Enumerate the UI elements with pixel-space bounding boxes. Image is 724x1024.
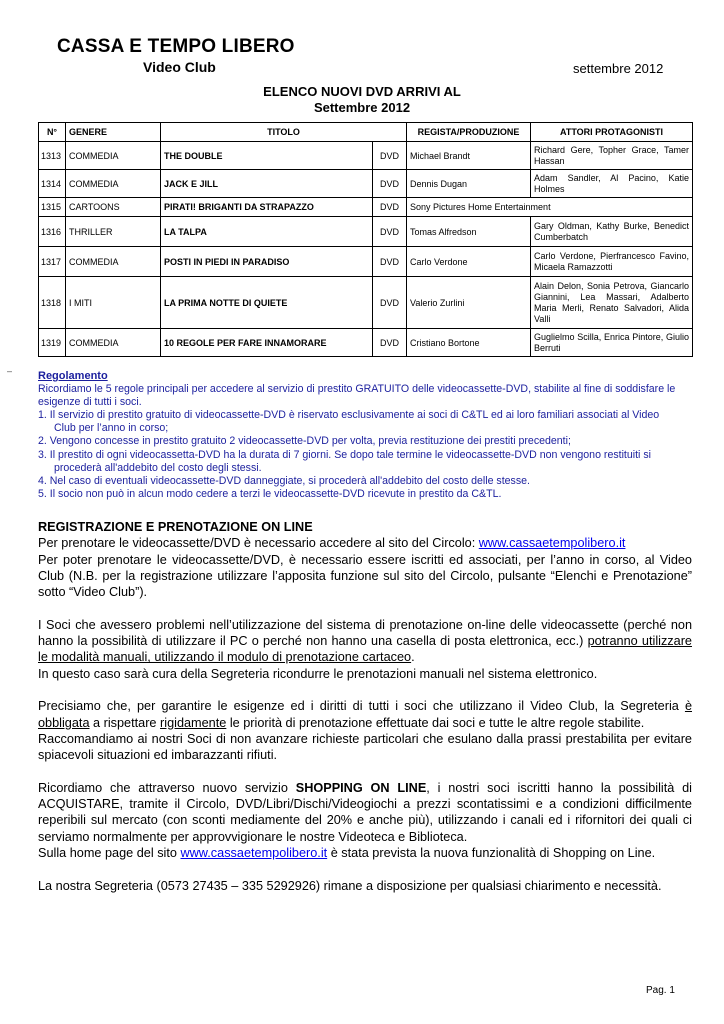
cell-number: 1315 (39, 198, 66, 217)
rule-1-continued: Club per l’anno in corso; (54, 422, 169, 435)
cell-genre: COMMEDIA (66, 170, 161, 198)
paragraph-text: Precisiamo che, per garantire le esigenze ed i diritti di tutti i soci che utilizzano il Video Club, la Segreteria (38, 699, 685, 714)
list-title (0, 84, 724, 116)
paragraph-text: Per prenotare le videocassette/DVD è necessario accedere al sito del Circolo: (38, 536, 479, 551)
cell-genre: CARTOONS (66, 198, 161, 217)
dvd-table (38, 122, 693, 357)
paragraph-text: è stata prevista la nuova funzionalità di Shopping on Line. (327, 845, 656, 860)
cell-format: DVD (373, 217, 407, 247)
paragraph-text: I Soci che avessero problemi nell’utilizzazione del sistema di prenotazione on-line delle videocassette (perché non hanno la possibilità di utilizzare il PC o perché non hanno una casella di posta elettronica, ecc.) (38, 617, 692, 649)
cell-genre: COMMEDIA (66, 247, 161, 277)
cell-director: Carlo Verdone (407, 247, 531, 277)
cell-director: Cristiano Bortone (407, 329, 531, 357)
cell-actors: Guglielmo Scilla, Enrica Pintore, Giulio Berruti (531, 329, 693, 357)
shopping-label: SHOPPING ON LINE (295, 780, 427, 795)
rule-4: 4. Nel caso di eventuali videocassette-DVD danneggiate, si procederà all'addebito del costo delle stesse. (38, 474, 530, 487)
cell-genre: THRILLER (66, 217, 161, 247)
registration-paragraph-4 (38, 698, 692, 731)
cell-actors: Alain Delon, Sonia Petrova, Giancarlo Giannini, Lea Massari, Adalberto Maria Merli, Renato Salvadori, Alida Valli (531, 277, 693, 329)
rule-3: 3. Il prestito di ogni videocassetta-DVD ha la durata di 7 giorni. Se dopo tale termine le videocassette-DVD non vengono restituiti si (38, 448, 652, 461)
list-title-line-1: ELENCO NUOVI DVD ARRIVI AL (263, 84, 461, 99)
column-header-actors: ATTORI PROTAGONISTI (531, 123, 693, 142)
table-row (39, 247, 693, 277)
list-title-line-2: Settembre 2012 (313, 100, 411, 115)
cell-director: Dennis Dugan (407, 170, 531, 198)
registration-paragraph-1 (38, 535, 692, 551)
column-header-director: REGISTA/PRODUZIONE (407, 123, 531, 142)
cell-actors: Carlo Verdone, Pierfrancesco Favino, Micaela Ramazzotti (531, 247, 693, 277)
registration-section (38, 519, 692, 894)
registration-paragraph-5 (38, 780, 692, 845)
registration-heading: REGISTRAZIONE E PRENOTAZIONE ON LINE (38, 520, 313, 534)
cell-genre: COMMEDIA (66, 142, 161, 170)
rules-section (38, 370, 692, 501)
paragraph-text: , i nostri soci iscritti hanno la possibilità di ACQUISTARE, tramite il Circolo, DVD/Libri/Dischi/Videogiochi a prezzi scontatissimi e a condizioni difficilmente reperibili sul mercato (con sconti mediamente del 20% e anche più), utilizzando i canali ed i rifornitori dei quali ci serviamo normalmente per approvvigionare le nostre Videoteca e Biblioteca. (38, 780, 692, 844)
rules-title: Regolamento (38, 370, 108, 382)
cell-title: LA TALPA (161, 217, 373, 247)
organization-title: CASSA E TEMPO LIBERO (57, 36, 295, 57)
table-row (39, 198, 693, 217)
column-header-number: N° (39, 123, 66, 142)
underlined-text: potranno utilizzare le modalità manuali, utilizzando il modulo di prenotazione cartaceo (38, 634, 692, 665)
column-header-title: TITOLO (161, 123, 407, 142)
cell-genre: I MITI (66, 277, 161, 329)
page-number: Pag. 1 (646, 985, 675, 996)
rule-5: 5. Il socio non può in alcun modo cedere a terzi le videocassette-DVD ricevute in prestito da C&TL. (38, 487, 502, 500)
cell-title: THE DOUBLE (161, 142, 373, 170)
margin-mark: – (7, 366, 13, 376)
cell-number: 1314 (39, 170, 66, 198)
table-header-row (39, 123, 693, 142)
underlined-text: è obbligata (38, 699, 692, 730)
rule-3-continued: procederà all'addebito del costo degli stessi. (54, 461, 262, 474)
cell-title: POSTI IN PIEDI IN PARADISO (161, 247, 373, 277)
website-link[interactable]: www.cassaetempolibero.it (180, 845, 328, 860)
document-date: settembre 2012 (573, 61, 664, 76)
cell-director: Tomas Alfredson (407, 217, 531, 247)
cell-actors: Richard Gere, Topher Grace, Tamer Hassan (531, 142, 693, 170)
cell-director: Sony Pictures Home Entertainment (407, 198, 693, 217)
cell-number: 1313 (39, 142, 66, 170)
registration-paragraph-3 (38, 617, 692, 666)
cell-format: DVD (373, 142, 407, 170)
cell-director: Michael Brandt (407, 142, 531, 170)
cell-number: 1319 (39, 329, 66, 357)
paragraph-text: . (411, 650, 415, 665)
cell-genre: COMMEDIA (66, 329, 161, 357)
paragraph-text: Sulla home page del sito (38, 845, 181, 860)
cell-title: PIRATI! BRIGANTI DA STRAPAZZO (161, 198, 373, 217)
cell-format: DVD (373, 198, 407, 217)
table-row (39, 142, 693, 170)
cell-number: 1316 (39, 217, 66, 247)
cell-number: 1317 (39, 247, 66, 277)
cell-number: 1318 (39, 277, 66, 329)
underlined-text: rigidamente (160, 715, 227, 730)
registration-paragraph-4b: Raccomandiamo ai nostri Soci di non avanzare richieste particolari che esulano dalla prassi prestabilita per evitare spiacevoli situazioni ed imbarazzanti rifiuti. (38, 731, 692, 763)
rule-1: 1. Il servizio di prestito gratuito di videocassette-DVD è riservato esclusivamente ai soci di C&TL ed ai loro familiari associati al Video (38, 409, 660, 422)
registration-paragraph-5b (38, 845, 692, 861)
registration-paragraph-6: La nostra Segreteria (0573 27435 – 335 5292926) rimane a disposizione per qualsiasi chiarimento e necessità. (38, 878, 662, 893)
cell-actors: Adam Sandler, Al Pacino, Katie Holmes (531, 170, 693, 198)
paragraph-text: a rispettare (89, 715, 161, 730)
cell-format: DVD (373, 247, 407, 277)
rules-intro: Ricordiamo le 5 regole principali per accedere al servizio di prestito GRATUITO delle videocassette-DVD, stabilite al fine di soddisfare le esigenze di tutti i soci. (38, 383, 676, 409)
cell-format: DVD (373, 277, 407, 329)
cell-format: DVD (373, 170, 407, 198)
paragraph-text: le priorità di prenotazione effettuate dai soci e tutte le altre regole stabilite. (226, 715, 645, 730)
cell-actors: Gary Oldman, Kathy Burke, Benedict Cumberbatch (531, 217, 693, 247)
cell-format: DVD (373, 329, 407, 357)
registration-paragraph-2: Per poter prenotare le videocassette/DVD, è necessario essere iscritti ed associati, per l’anno in corso, al Video Club (N.B. per la registrazione utilizzare l’apposita funzione sul sito del Circolo, pulsante “Elenchi e Prenotazione” sotto “Video Club”). (38, 552, 692, 600)
cell-director: Valerio Zurlini (407, 277, 531, 329)
paragraph-text: Ricordiamo che attraverso nuovo servizio (38, 780, 296, 795)
rule-2: 2. Vengono concesse in prestito gratuito 2 videocassette-DVD per volta, previa restituzione dei prestiti precedenti; (38, 435, 571, 448)
website-link[interactable]: www.cassaetempolibero.it (478, 536, 626, 551)
cell-title: JACK E JILL (161, 170, 373, 198)
table-row (39, 170, 693, 198)
table-row (39, 277, 693, 329)
table-row (39, 329, 693, 357)
cell-title: LA PRIMA NOTTE DI QUIETE (161, 277, 373, 329)
registration-paragraph-3b: In questo caso sarà cura della Segreteria ricondurre le prenotazioni manuali nel sistema elettronico. (38, 666, 598, 681)
column-header-genre: GENERE (66, 123, 161, 142)
table-row (39, 217, 693, 247)
cell-title: 10 REGOLE PER FARE INNAMORARE (161, 329, 373, 357)
club-name: Video Club (143, 59, 216, 75)
